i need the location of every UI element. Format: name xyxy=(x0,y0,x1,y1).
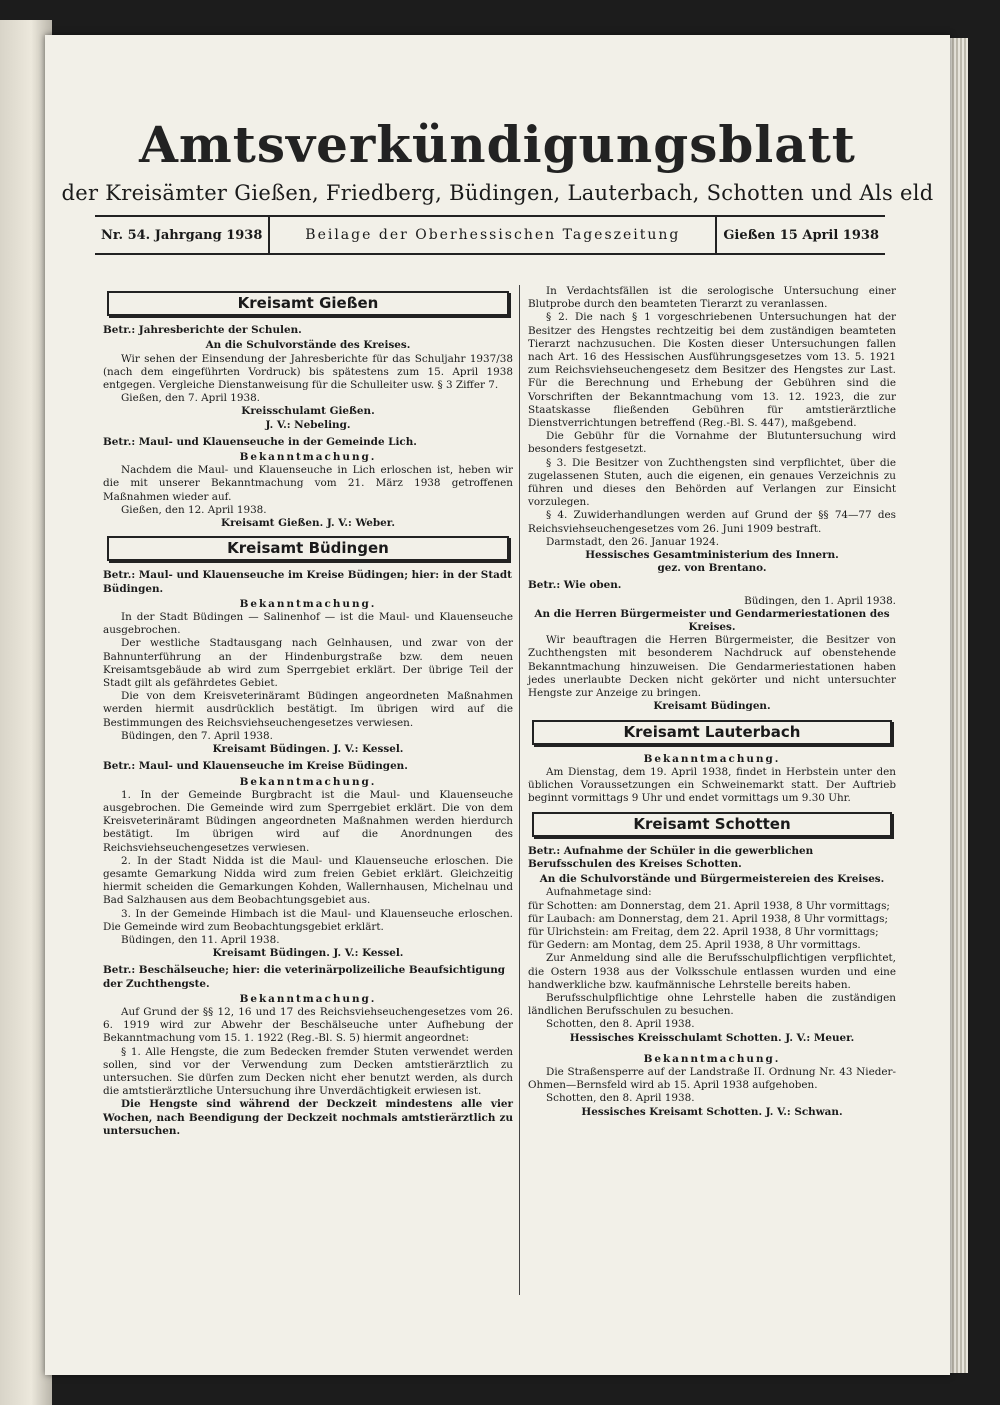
notice-addressee: An die Schulvorstände und Bürgermeistereien des Kreises. xyxy=(539,873,885,886)
notice-subject: Betr.: Wie oben. xyxy=(528,579,622,592)
schedule-item: für Schotten: am Donnerstag, dem 21. April 1938, 8 Uhr vormittags; xyxy=(528,899,890,912)
notice-heading: Bekanntmachung. xyxy=(643,752,781,765)
notice-date: Gießen, den 12. April 1938. xyxy=(121,503,267,516)
notice-text: Die Gebühr für die Vornahme der Blutuntersuchung wird besonders festgesetzt. xyxy=(528,430,896,456)
notice-date: Büdingen, den 11. April 1938. xyxy=(121,933,280,946)
notice-signature: Kreisamt Büdingen. J. V.: Kessel. xyxy=(212,743,404,756)
notice-text: Zur Anmeldung sind alle die Berufsschulpflichtigen verpflichtet, die Ostern 1938 aus der Volksschule entlassen wurden und eine handwerkliche bzw. kaufmännische Lehrstelle bereits haben. xyxy=(528,952,896,991)
notice-signature: Kreisamt Büdingen. xyxy=(653,700,771,713)
notice-addressee: An die Schulvorstände des Kreises. xyxy=(205,339,411,352)
notice-heading: Bekanntmachung. xyxy=(239,451,377,464)
notice-text: § 4. Zuwiderhandlungen werden auf Grund der §§ 74—77 des Reichsviehseuchengesetzes vom 26. Juni 1909 bestraft. xyxy=(528,509,896,535)
notice-office: Hessisches Gesamtministerium des Innern. xyxy=(585,549,839,562)
column-divider xyxy=(519,285,520,1295)
notice-date: Gießen, den 7. April 1938. xyxy=(121,392,260,405)
notice-text: Berufsschulpflichtige ohne Lehrstelle haben die zuständigen ländlichen Berufsschulen zu besuchen. xyxy=(528,991,896,1018)
notice-signature: gez. von Brentano. xyxy=(657,562,767,575)
notice-subject: Betr.: Maul- und Klauenseuche im Kreise Büdingen. xyxy=(103,760,408,773)
notice-text: Nachdem die Maul- und Klauenseuche in Lich erloschen ist, heben wir die mit unserer Bekanntmachung vom 21. März 1938 getroffenen Maßnahmen wieder auf. xyxy=(103,464,513,503)
notice-heading: Bekanntmachung. xyxy=(643,1052,781,1065)
notice-text: Der westliche Stadtausgang nach Gelnhausen, und zwar von der Bahnunterführung an der Hindenburgstraße bzw. dem neuen Kreisamtsgebäude ab wird zum Sperrgebiet erklärt. Der übrige Teil der Stadt gilt als gefährdetes Gebiet. xyxy=(103,637,513,690)
masthead xyxy=(45,113,950,205)
notice-text: In Verdachtsfällen ist die serologische Untersuchung einer Blutprobe durch den beamteten Tierarzt zu veranlassen. xyxy=(528,285,896,311)
notice-text: 3. In der Gemeinde Himbach ist die Maul- und Klauenseuche erloschen. Die Gemeinde wird zum Beobachtungsgebiet erklärt. xyxy=(103,907,513,933)
notice-text: Wir sehen der Einsendung der Jahresberichte für das Schuljahr 1937/38 (nach dem eingeführten Vordruck) bis spätestens zum 15. April 1938 entgegen. Vergleiche Dienstanweisung für die Schulleiter usw. § 3 Ziffer 7. xyxy=(103,352,513,392)
notice-date: Büdingen, den 7. April 1938. xyxy=(121,729,273,742)
notice-text: Die von dem Kreisveterinäramt Büdingen angeordneten Maßnahmen werden hiermit ausdrücklich bestätigt. Im übrigen wird auf die Bestimmungen des Reichsviehseuchengesetzes verwiesen. xyxy=(103,690,513,729)
issue-header-bar xyxy=(95,215,885,255)
masthead-title: Amtsverkündigungsblatt xyxy=(139,115,856,174)
schedule-item: für Ulrichstein: am Freitag, dem 22. April 1938, 8 Uhr vormittags; xyxy=(528,925,879,938)
notice-text: 2. In der Stadt Nidda ist die Maul- und Klauenseuche erloschen. Die gesamte Gemarkung Nidda wird zum freien Gebiet erklärt. Gleichzeitig hiermit scheiden die Gemarkungen Kohden, Wallernhausen, Michelnau und Bad Salzhausen aus dem Beobachtungsgebiet aus. xyxy=(103,854,513,907)
notice-date: Schotten, den 8. April 1938. xyxy=(546,1092,695,1105)
supplement-label: Beilage der Oberhessischen Tageszeitung xyxy=(268,217,717,253)
notice-signature: Kreisamt Büdingen. J. V.: Kessel. xyxy=(212,947,404,960)
notice-subject: Betr.: Beschälseuche; hier: die veterinärpolizeiliche Beaufsichtigung der Zuchthengste. xyxy=(103,964,506,990)
notice-signature: Hessisches Kreisamt Schotten. J. V.: Schwan. xyxy=(581,1105,843,1118)
notice-text: Wir beauftragen die Herren Bürgermeister, die Besitzer von Zuchthengsten mit besonderem Nachdruck auf obenstehende Bekanntmachung hinzuweisen. Die Gendarmeriestationen haben jedes unerlaubte Decken nicht gekörter und nicht untersuchter Hengste zur Anzeige zu bringen. xyxy=(528,634,896,700)
notice-signature: J. V.: Nebeling. xyxy=(265,418,351,431)
schedule-item: für Gedern: am Montag, dem 25. April 1938, 8 Uhr vormittags. xyxy=(528,939,861,952)
newspaper-page xyxy=(45,35,950,1375)
notice-text: 1. In der Gemeinde Burgbracht ist die Maul- und Klauenseuche ausgebrochen. Die Gemeinde wird zum Sperrgebiet erklärt. Die von dem Kreisveterinäramt Büdingen angeordneten Maßnahmen werden hierdurch bestätigt. Im übrigen wird auf die Anordnungen des Reichsviehseuchengesetzes verwiesen. xyxy=(103,788,513,854)
notice-text: § 2. Die nach § 1 vorgeschriebenen Untersuchungen hat der Besitzer des Hengstes rechtzeitig bei dem zuständigen beamteten Tierarzt nachzusuchen. Die Kosten dieser Untersuchungen fallen nach Art. 16 des Hessischen Ausführungsgesetzes vom 13. 5. 1921 zum Reichsviehseuchengesetz dem Besitzer des Hengstes zur Last. Für die Berechnung und Erhebung der Gebühren sind die Vorschriften der Bekanntmachung vom 13. 12. 1923, die zur Staatskasse fließenden Gebühren für amtstierärztliche Dienstverrichtungen betreffend (Reg.-Bl. S. 447), maßgebend. xyxy=(528,311,896,430)
notice-text: Aufnahmetage sind: xyxy=(546,886,652,899)
notice-text: In der Stadt Büdingen — Salinenhof — ist die Maul- und Klauenseuche ausgebrochen. xyxy=(103,611,513,637)
notice-date: Büdingen, den 1. April 1938. xyxy=(744,594,896,607)
right-column xyxy=(528,285,896,1119)
section-head-schotten: Kreisamt Schotten xyxy=(532,812,892,837)
notice-heading: Bekanntmachung. xyxy=(239,992,377,1005)
issue-number: Nr. 54. Jahrgang 1938 xyxy=(101,227,263,243)
notice-text: Auf Grund der §§ 12, 16 und 17 des Reichsviehseuchengesetzes vom 26. 6. 1919 wird zur Abwehr der Beschälseuche unter Aufhebung der Bekanntmachung vom 15. 1. 1922 (Reg.-Bl. S. 5) hiermit angeordnet: xyxy=(103,1005,513,1045)
notice-office: Kreisschulamt Gießen. xyxy=(241,405,375,418)
notice-text: Am Dienstag, dem 19. April 1938, findet in Herbstein unter den üblichen Voraussetzungen ein Schweinemarkt statt. Der Auftrieb beginnt vormittags 9 Uhr und endet vormittags um 9.30 Uhr. xyxy=(528,765,896,805)
schedule-item: für Laubach: am Donnerstag, dem 21. April 1938, 8 Uhr vormittags; xyxy=(528,912,888,925)
notice-subject: Betr.: Jahresberichte der Schulen. xyxy=(103,324,302,337)
notice-date: Darmstadt, den 26. Januar 1924. xyxy=(546,535,720,548)
notice-addressee: An die Herren Bürgermeister und Gendarmeriestationen des Kreises. xyxy=(534,607,890,634)
issue-date: Gießen 15 April 1938 xyxy=(723,227,879,243)
notice-subject: Betr.: Maul- und Klauenseuche im Kreise Büdingen; hier: in der Stadt Büdingen. xyxy=(103,569,512,595)
notice-subject: Betr.: Maul- und Klauenseuche in der Gemeinde Lich. xyxy=(103,435,417,448)
section-head-buedingen: Kreisamt Büdingen xyxy=(107,536,509,561)
notice-heading: Bekanntmachung. xyxy=(239,597,377,610)
section-head-giessen: Kreisamt Gießen xyxy=(107,291,509,316)
notice-subject: Betr.: Aufnahme der Schüler in die gewerblichen Berufsschulen des Kreises Schotten. xyxy=(528,844,814,870)
section-head-lauterbach: Kreisamt Lauterbach xyxy=(532,720,892,745)
notice-signature: Kreisamt Gießen. J. V.: Weber. xyxy=(221,517,395,530)
notice-text: Die Hengste sind während der Deckzeit mindestens alle vier Wochen, nach Beendigung der Deckzeit nochmals amtstierärztlich zu untersuchen. xyxy=(103,1098,513,1137)
notice-signature: Hessisches Kreisschulamt Schotten. J. V.: Meuer. xyxy=(569,1031,855,1044)
notice-heading: Bekanntmachung. xyxy=(239,775,377,788)
left-column xyxy=(103,285,513,1138)
notice-text: § 3. Die Besitzer von Zuchthengsten sind verpflichtet, über die zugelassenen Stuten, auch die eigenen, ein genaues Verzeichnis zu führen und dieses den Behörden auf Verlangen zur Einsicht vorzulegen. xyxy=(528,456,896,509)
notice-text: § 1. Alle Hengste, die zum Bedecken fremder Stuten verwendet werden sollen, sind vor der Verwendung zum Decken amtstierärztlich zu untersuchen. Sie dürfen zum Decken nicht eher benutzt werden, als durch die amtstierärztliche Untersuchung ihre Unverdächtigkeit erwiesen ist. xyxy=(103,1045,513,1098)
notice-text: Die Straßensperre auf der Landstraße II. Ordnung Nr. 43 Nieder-Ohmen—Bernsfeld wird ab 15. April 1938 aufgehoben. xyxy=(528,1065,896,1092)
masthead-subtitle: der Kreisämter Gießen, Friedberg, Büdingen, Lauterbach, Schotten und Als eld xyxy=(61,181,934,205)
notice-date: Schotten, den 8. April 1938. xyxy=(546,1018,695,1031)
